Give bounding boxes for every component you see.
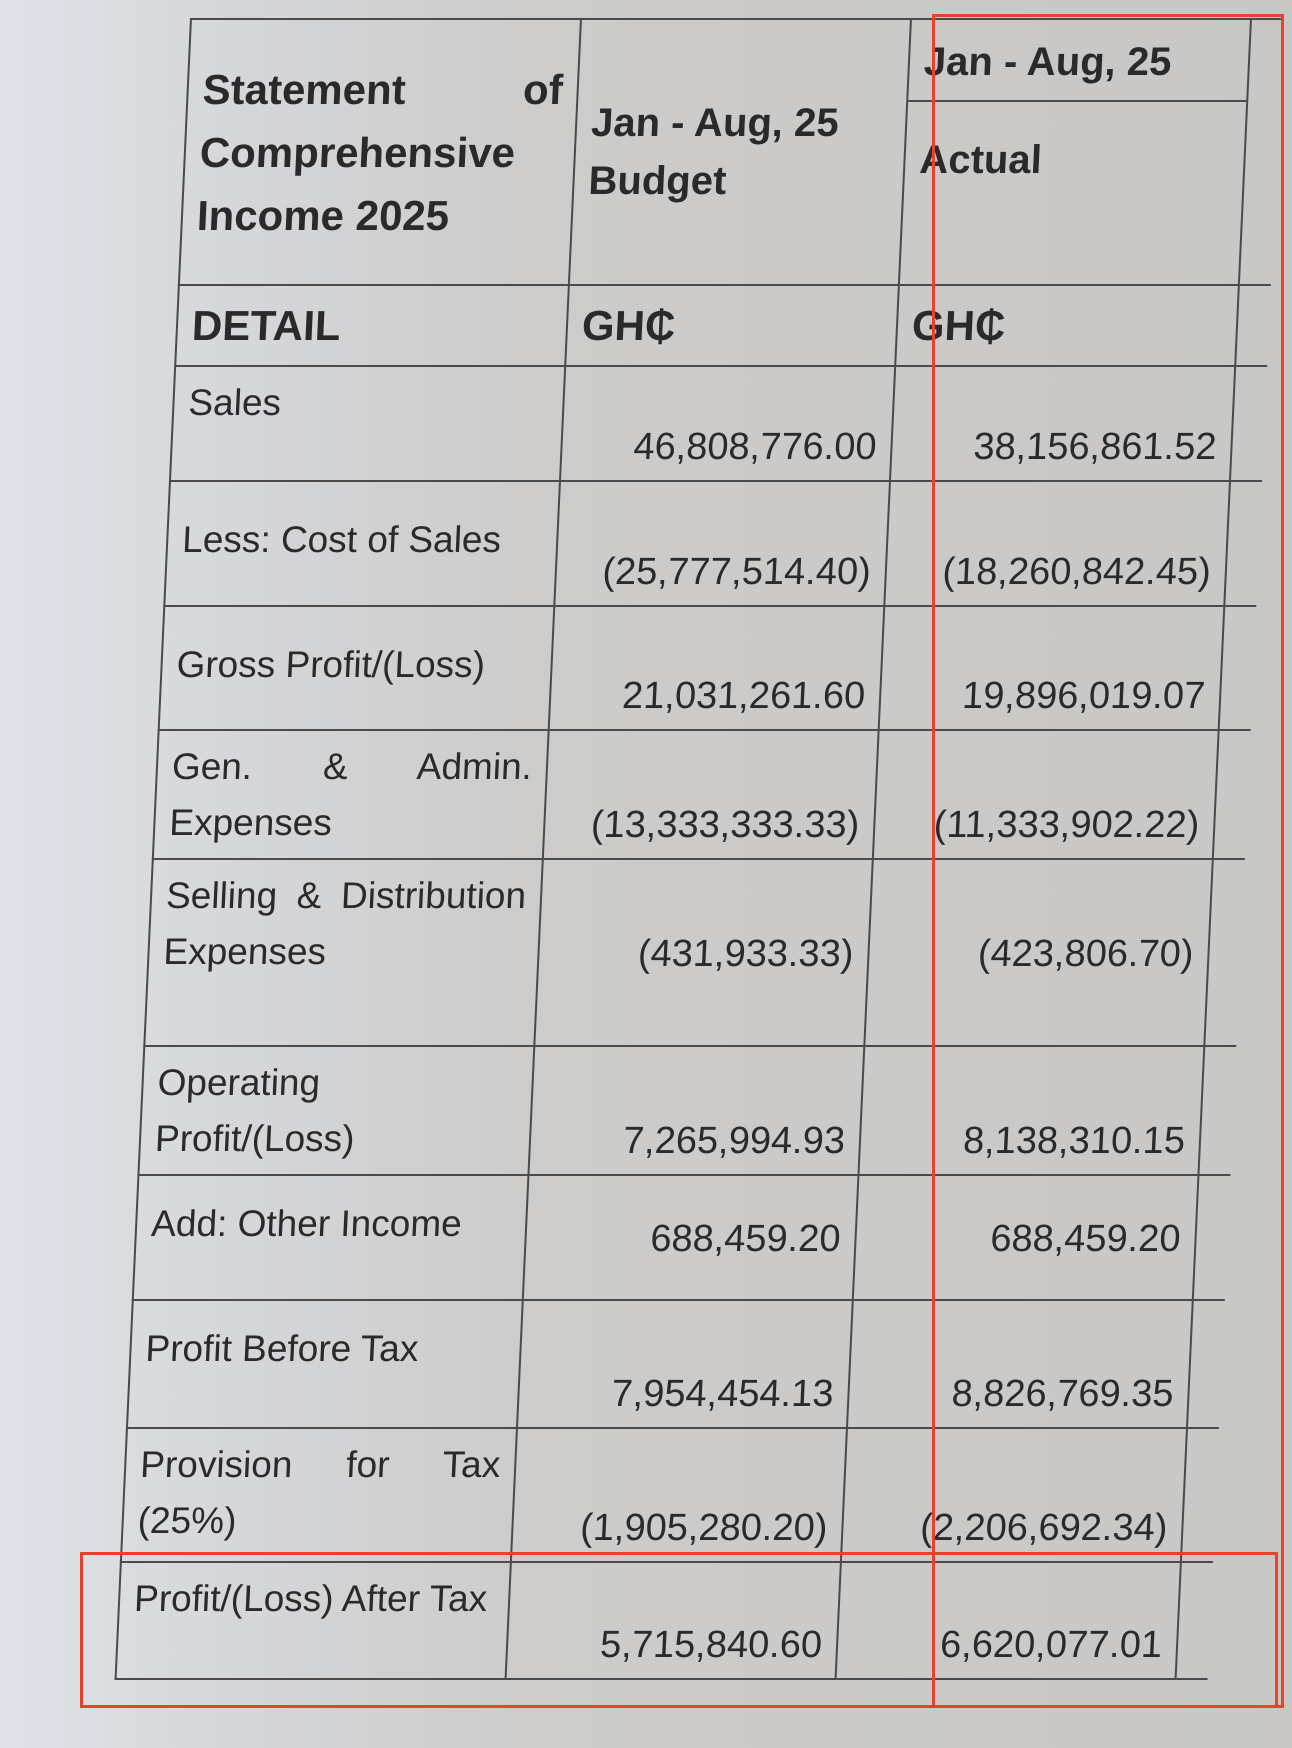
budget-value: 21,031,261.60 — [549, 606, 885, 730]
partial-column — [1230, 366, 1267, 481]
actual-value: 6,620,077.01 — [836, 1562, 1181, 1679]
table-row — [159, 606, 1257, 730]
table-row — [138, 1046, 1236, 1175]
header-row — [179, 19, 1283, 285]
budget-value: 7,954,454.13 — [517, 1300, 853, 1428]
actual-period: Jan - Aug, 25 — [908, 20, 1250, 102]
row-label: Provision for Tax (25%) — [121, 1428, 517, 1562]
table-row — [121, 1428, 1219, 1562]
actual-value: 8,138,310.15 — [858, 1046, 1204, 1175]
row-label: Operating Profit/(Loss) — [138, 1046, 534, 1175]
row-label: Profit/(Loss) After Tax — [116, 1562, 511, 1679]
budget-header — [569, 19, 911, 285]
partial-column — [1213, 730, 1251, 859]
budget-value: 5,715,840.60 — [506, 1562, 841, 1679]
table-row — [127, 1300, 1225, 1428]
row-label: Add: Other Income — [133, 1175, 529, 1300]
table-row — [133, 1175, 1231, 1300]
detail-label: DETAIL — [175, 285, 569, 366]
budget-value: (25,777,514.40) — [554, 481, 890, 606]
row-label: Sales — [170, 366, 565, 481]
partial-column — [1193, 1175, 1231, 1300]
budget-value: (1,905,280.20) — [511, 1428, 847, 1562]
budget-value: (431,933.33) — [534, 859, 872, 1046]
actual-value: 688,459.20 — [853, 1175, 1199, 1300]
budget-currency: GH₵ — [565, 285, 899, 366]
actual-label: Actual — [918, 138, 1043, 182]
actual-value: (11,333,902.22) — [873, 730, 1219, 859]
partial-column — [1235, 285, 1271, 366]
actual-value: (423,806.70) — [864, 859, 1212, 1046]
partial-column — [1181, 1428, 1219, 1562]
partial-column — [1176, 1562, 1213, 1679]
actual-value: 38,156,861.52 — [890, 366, 1235, 481]
table-row — [170, 366, 1267, 481]
actual-value: (18,260,842.45) — [884, 481, 1230, 606]
partial-column — [1224, 481, 1262, 606]
partial-column — [1198, 1046, 1236, 1175]
table-row — [144, 859, 1244, 1046]
actual-header — [899, 19, 1251, 285]
row-label: Gross Profit/(Loss) — [159, 606, 555, 730]
budget-period: Jan - Aug, 25 — [590, 101, 840, 145]
table-row — [153, 730, 1251, 859]
row-label: Gen. & Admin. Expenses — [153, 730, 549, 859]
actual-value: 8,826,769.35 — [847, 1300, 1193, 1428]
row-label: Less: Cost of Sales — [164, 481, 560, 606]
statement-title: Statement of Comprehensive Income 2025 — [179, 19, 581, 285]
income-statement-table — [115, 18, 1283, 1680]
budget-value: 46,808,776.00 — [560, 366, 895, 481]
partial-column — [1219, 606, 1257, 730]
table-row-profit-after-tax — [116, 1562, 1213, 1679]
table-row — [164, 481, 1262, 606]
budget-value: 7,265,994.93 — [528, 1046, 864, 1175]
row-label: Selling & Distribution Expenses — [144, 859, 542, 1046]
currency-row — [175, 285, 1271, 366]
budget-value: 688,459.20 — [523, 1175, 859, 1300]
budget-value: (13,333,333.33) — [543, 730, 879, 859]
actual-value: 19,896,019.07 — [879, 606, 1225, 730]
actual-currency: GH₵ — [895, 285, 1239, 366]
budget-label: Budget — [587, 159, 728, 203]
row-label: Profit Before Tax — [127, 1300, 523, 1428]
actual-value: (2,206,692.34) — [841, 1428, 1187, 1562]
partial-column — [1187, 1300, 1225, 1428]
